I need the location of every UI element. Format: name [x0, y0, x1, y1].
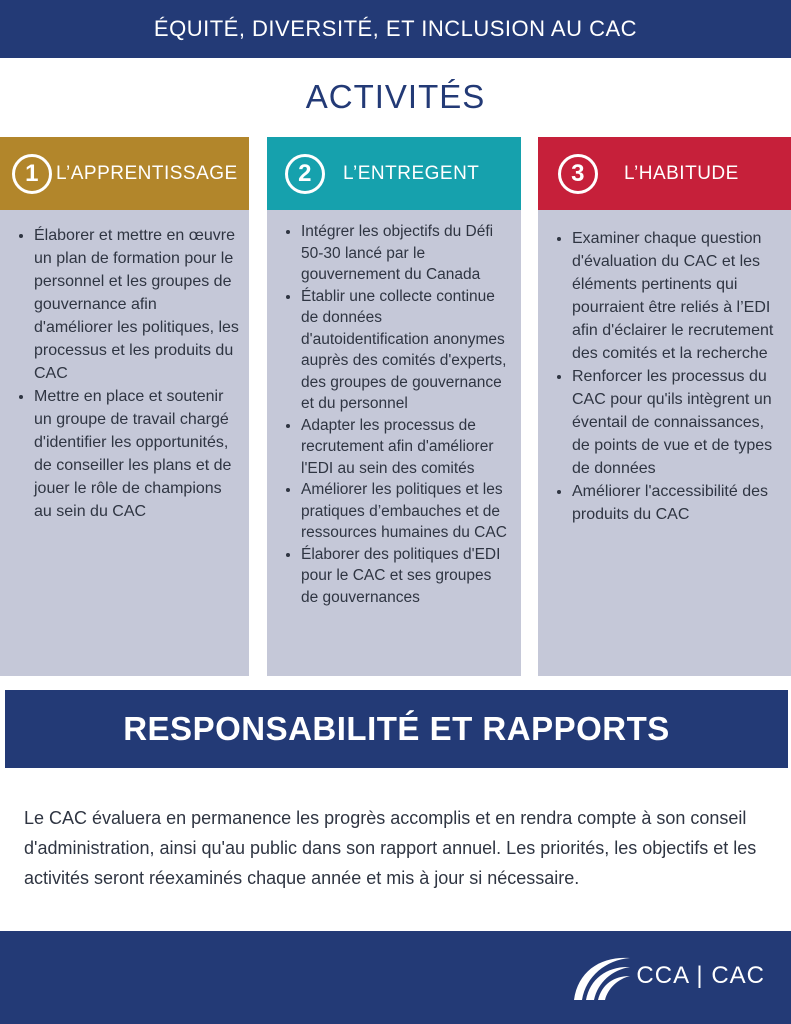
- activity-list: [538, 210, 791, 526]
- accountability-paragraph: Le CAC évaluera en permanence les progrès accomplis et en rendra compte à son conseil d'administration, ainsi qu'au public dans son rapport annuel. Les priorités, les objectifs et les activités seront réexaminés chaque année et mis à jour si nécessaire.: [24, 808, 757, 888]
- column-networking: [267, 137, 521, 676]
- column-header-networking: [267, 137, 521, 210]
- accountability-heading-bar: [5, 690, 788, 768]
- logo-text: CCA | CAC: [636, 962, 765, 989]
- list-item: • Améliorer l'accessibilité des produits du CAC: [572, 480, 781, 526]
- banner-title: ÉQUITÉ, DIVERSITÉ, ET INCLUSION AU CAC: [153, 16, 638, 41]
- list-item: • Élaborer des politiques d'EDI pour le CAC et ses groupes de gouvernances: [301, 544, 511, 609]
- top-banner: [0, 0, 791, 58]
- list-item: • Intégrer les objectifs du Défi 50-30 lancé par le gouvernement du Canada: [301, 221, 511, 286]
- list-item: • Adapter les processus de recrutement afin d'améliorer l'EDI au sein des comités: [301, 415, 511, 480]
- list-item: • Élaborer et mettre en œuvre un plan de formation pour le personnel et les groupes de gouvernance afin d'améliorer les politiques, les processus et les produits du CAC: [34, 224, 239, 385]
- column-title: L’ENTREGENT: [343, 162, 480, 184]
- column-title: L’HABITUDE: [624, 162, 739, 184]
- list-item: • Mettre en place et soutenir un groupe de travail chargé d'identifier les opportunités, de conseiller les plans et de jouer le rôle de champions au sein du CAC: [34, 385, 239, 523]
- column-habit: [538, 137, 791, 676]
- column-learning: [0, 137, 249, 676]
- number-circle-icon: 1: [12, 154, 52, 194]
- column-header-learning: [0, 137, 249, 210]
- list-item: • Renforcer les processus du CAC pour qu'ils intègrent un éventail de connaissances, de points de vue et de types de données: [572, 365, 781, 480]
- activity-list: [267, 210, 521, 608]
- column-header-habit: [538, 137, 791, 210]
- footer: [0, 931, 791, 1024]
- column-title: L’APPRENTISSAGE: [56, 162, 238, 184]
- activity-list: [0, 210, 249, 523]
- number-circle-icon: 3: [558, 154, 598, 194]
- number-circle-icon: 2: [285, 154, 325, 194]
- swoosh-logo-icon: [568, 948, 632, 1004]
- list-item: • Établir une collecte continue de données d'autoidentification anonymes auprès des comités d'experts, des groupes de gouvernance et du personnel: [301, 286, 511, 415]
- list-item: • Examiner chaque question d'évaluation du CAC et les éléments pertinents qui pourraient être reliés à l’EDI afin d'éclairer le recrutement des comités et la recherche: [572, 227, 781, 365]
- accountability-heading: RESPONSABILITÉ ET RAPPORTS: [123, 710, 670, 747]
- list-item: • Améliorer les politiques et les pratiques d’embauches et de ressources humaines du CAC: [301, 479, 511, 544]
- activities-heading: ACTIVITÉS: [305, 78, 486, 115]
- cca-logo: [568, 948, 765, 1004]
